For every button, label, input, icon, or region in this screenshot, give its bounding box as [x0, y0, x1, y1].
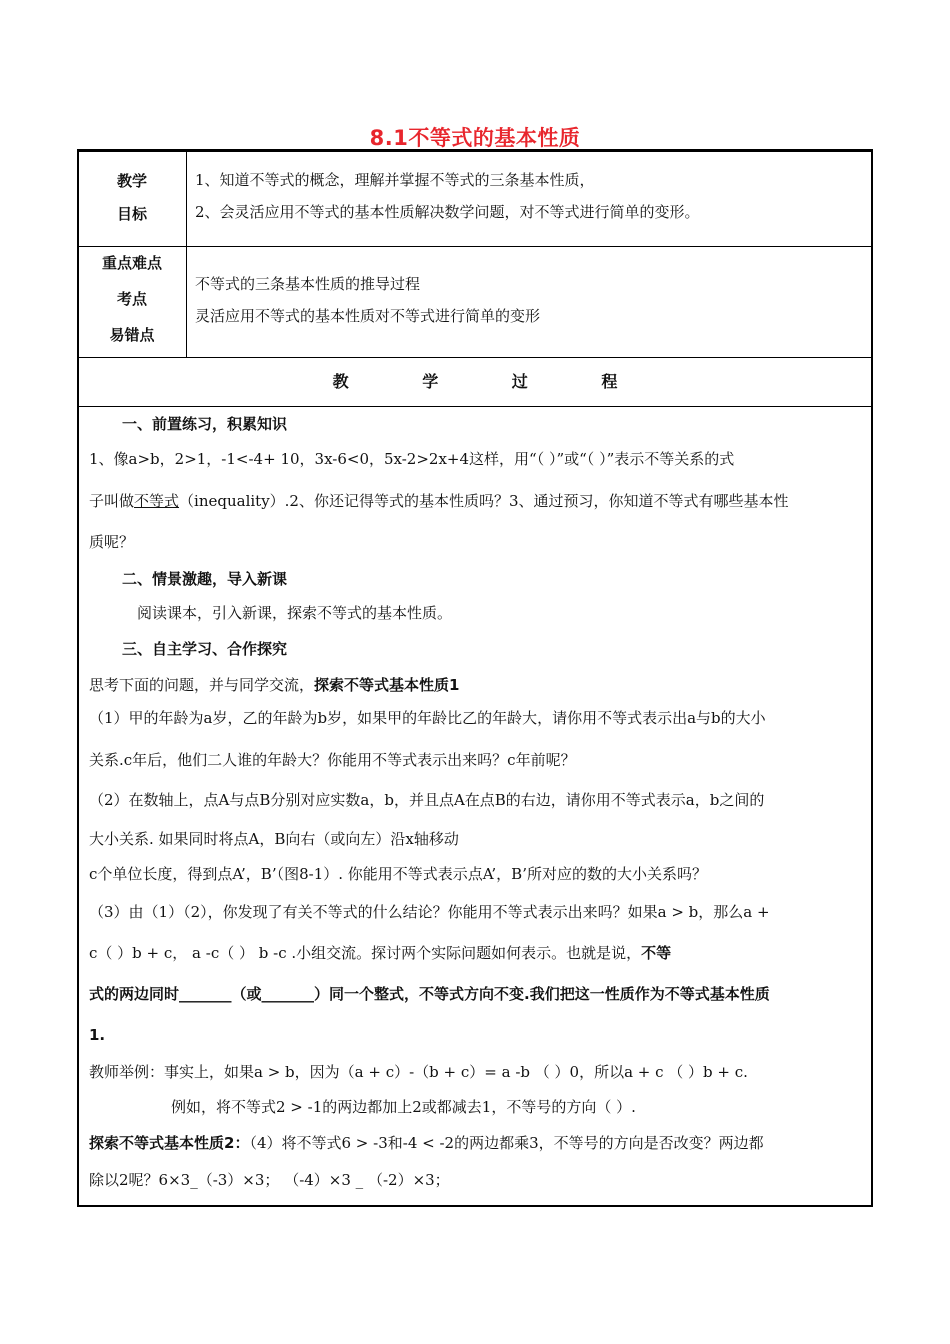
row-divider	[79, 357, 871, 358]
row-divider	[79, 246, 871, 247]
objective-line-2: 2、会灵活应用不等式的基本性质解决数学问题，对不等式进行简单的变形。	[195, 203, 700, 221]
question-line: c（ ）b + c， a -c（ ） b -c .小组交流。探讨两个实际问题如何表示。也就是说，不等	[89, 944, 672, 962]
process-char: 学	[422, 372, 439, 391]
question-line: （2）在数轴上，点A与点B分别对应实数a，b，并且点A在点B的右边，请你用不等式表示a，b之间的	[89, 791, 765, 809]
keypoints-label-3: 易错点	[109, 326, 155, 344]
process-char: 过	[511, 372, 528, 391]
process-char: 教	[332, 372, 349, 391]
example-line: 教师举例：事实上，如果a > b，因为（a + c）-（b + c）= a -b （ ）0，所以a + c （ ）b + c.	[89, 1063, 748, 1081]
column-divider	[186, 152, 187, 357]
question-line: （3）由（1）（2），你发现了有关不等式的什么结论？你能用不等式表示出来吗？如果a > b，那么a +	[89, 903, 770, 921]
teaching-process-heading	[79, 369, 871, 392]
objectives-label-1: 教学	[116, 172, 147, 190]
objective-line-1: 1、知道不等式的概念，理解并掌握不等式的三条基本性质，	[195, 171, 595, 189]
question-line: 1.	[89, 1026, 106, 1044]
paragraph-line: 质呢？	[89, 533, 135, 551]
keypoints-label-2: 考点	[116, 290, 147, 308]
paragraph-line: 思考下面的问题，并与同学交流，探索不等式基本性质1	[89, 676, 460, 694]
paragraph-line: 除以2呢？6×3_（-3）×3； （-4）×3 _ （-2）×3；	[89, 1171, 450, 1189]
paragraph-line: 1、像a>b，2>1，-1<-4+ 10，3x-6<0，5x-2>2x+4这样，用“（ ）”或“（ ）”表示不等关系的式	[89, 450, 735, 468]
paragraph-line: 探索不等式基本性质2：（4）将不等式6 > -3和-4 < -2的两边都乘3，不等号的方向是否改变？两边都	[89, 1134, 764, 1152]
question-line: c个单位长度，得到点A’，B’（图8-1）. 你能用不等式表示点A’，B’所对应的数的大小关系吗？	[89, 865, 707, 883]
question-line: （1）甲的年龄为a岁，乙的年龄为b岁，如果甲的年龄比乙的年龄大，请你用不等式表示出a与b的大小	[89, 709, 766, 727]
keypoint-line-2: 灵活应用不等式的基本性质对不等式进行简单的变形	[195, 307, 541, 325]
keypoints-label-1: 重点难点	[101, 254, 162, 272]
objectives-label-2: 目标	[116, 205, 147, 223]
page-title: 8.1不等式的基本性质	[369, 126, 581, 150]
process-char: 程	[601, 372, 618, 391]
section-2-heading: 二、情景激趣，导入新课	[122, 570, 288, 588]
term-inequality: 不等式	[134, 492, 180, 510]
example-line: 例如，将不等式2 > -1的两边都加上2或都减去1，不等号的方向（ ）.	[171, 1098, 636, 1116]
section-3-heading: 三、自主学习、合作探究	[122, 640, 288, 658]
row-divider	[79, 406, 871, 407]
question-line: 大小关系. 如果同时将点A，B向右（或向左）沿x轴移动	[89, 830, 459, 848]
keypoint-line-1: 不等式的三条基本性质的推导过程	[195, 275, 421, 293]
paragraph-line: 子叫做不等式（inequality）.2、你还记得等式的基本性质吗？3、通过预习，你知道不等式有哪些基本性	[89, 492, 789, 510]
question-line: 式的两边同时_______（或_______）同一个整式，不等式方向不变.我们把这一性质作为不等式基本性质	[89, 985, 770, 1003]
lesson-table	[77, 149, 873, 1207]
section-1-heading: 一、前置练习，积累知识	[122, 415, 288, 433]
question-line: 关系.c年后，他们二人谁的年龄大？你能用不等式表示出来吗？c年前呢？	[89, 751, 576, 769]
paragraph-line: 阅读课本，引入新课，探索不等式的基本性质。	[137, 604, 453, 622]
